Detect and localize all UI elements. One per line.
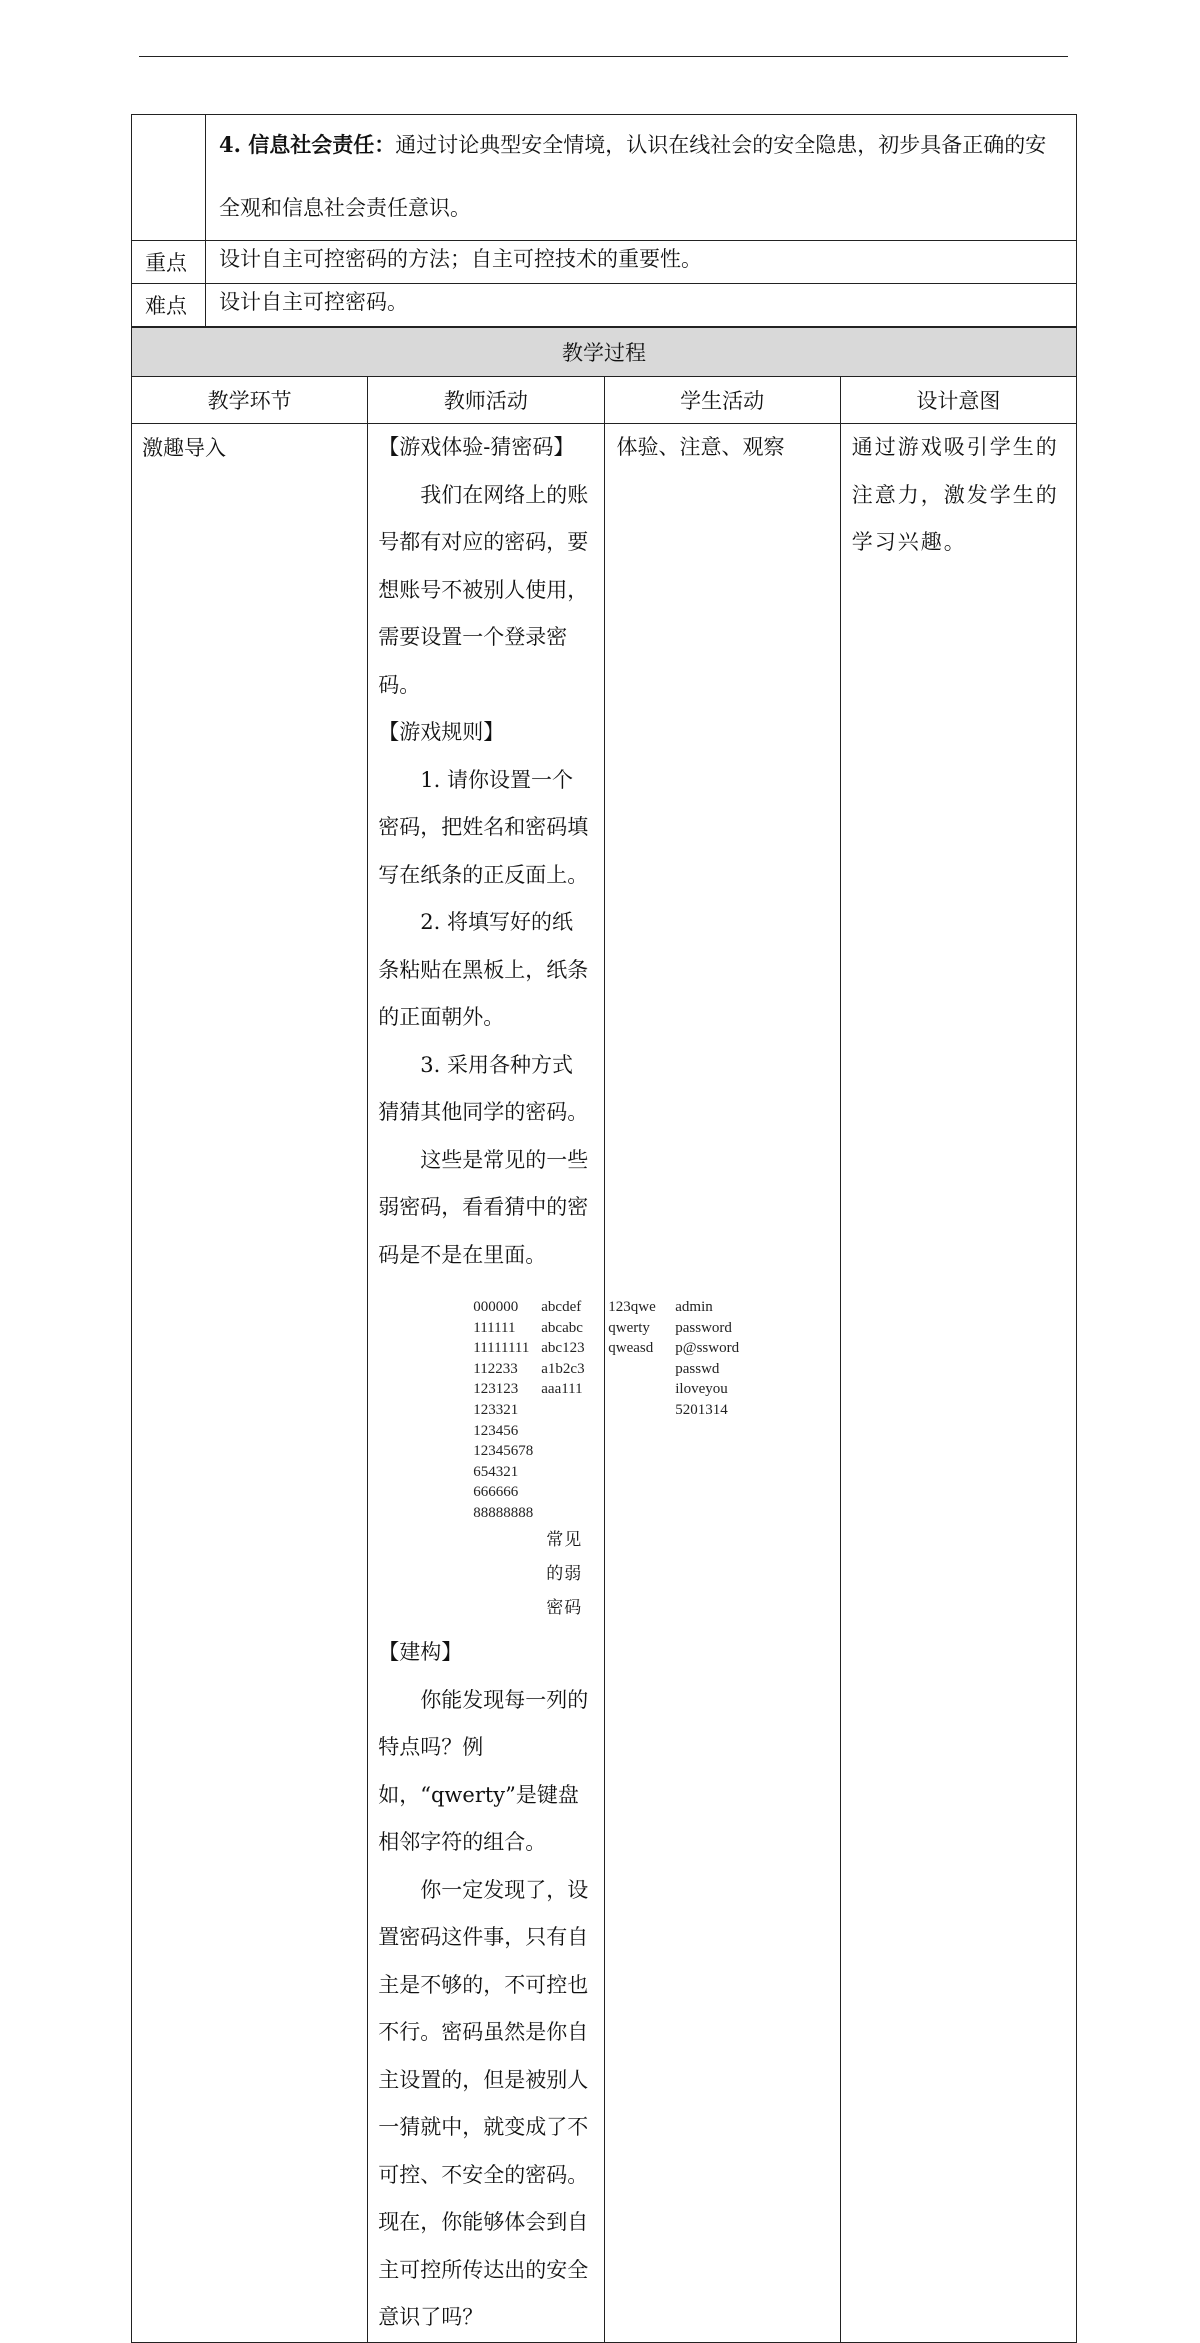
section-heading-rules: 【游戏规则】 [378, 720, 505, 744]
password-column-2 [541, 1297, 584, 1400]
weak-password-item: 11111111 [473, 1340, 530, 1357]
objective-item-label: 4. 信息社会责任： [219, 132, 396, 157]
weak-password-item: passwd [675, 1360, 720, 1377]
design-intent: 通过游戏吸引学生的注意力，激发学生的学习兴趣。 [851, 435, 1059, 554]
teaching-process-table [131, 327, 1077, 2343]
header-intent: 设计意图 [840, 377, 1076, 424]
figure-caption: 常见的弱密码 [546, 1530, 583, 1618]
teacher-paragraph: 我们在网络上的账号都有对应的密码，要想账号不被别人使用，需要设置一个登录密码。 [378, 482, 589, 697]
key-point-label: 重点 [145, 251, 187, 275]
teacher-paragraph: 你一定发现了，设置密码这件事，只有自主是不够的，不可控也不行。密码虽然是你自主设置的，但是被别人一猜就中，就变成了不可控、不安全的密码。现在，你能够体会到自主可控所传达出的安全意识了吗？ [378, 1877, 589, 2329]
weak-password-item: p@ssword [675, 1340, 740, 1357]
weak-password-item: qweasd [608, 1340, 654, 1357]
weak-password-item: password [675, 1319, 732, 1336]
weak-password-item: 5201314 [675, 1401, 728, 1418]
weak-password-item: 88888888 [473, 1504, 534, 1521]
header-teacher: 教师活动 [368, 377, 604, 424]
difficulty-label: 难点 [145, 294, 187, 318]
weak-password-item: 123qwe [608, 1299, 656, 1315]
weak-password-item: 12345678 [473, 1443, 534, 1460]
objectives-blank-cell [132, 115, 206, 241]
rule-item-2: 2. 将填写好的纸条粘贴在黑板上，纸条的正面朝外。 [378, 910, 589, 1029]
weak-password-figure [473, 1297, 740, 1523]
weak-password-item: aaa111 [541, 1381, 583, 1398]
weak-password-item: 123321 [473, 1401, 519, 1418]
rule-item-1: 1. 请你设置一个密码，把姓名和密码填写在纸条的正反面上。 [378, 767, 589, 887]
stage-name: 激趣导入 [142, 436, 226, 460]
weak-password-item: 666666 [473, 1484, 519, 1501]
weak-password-item: 123123 [473, 1381, 519, 1398]
teacher-paragraph: 这些是常见的一些弱密码，看看猜中的密码是不是在里面。 [378, 1147, 589, 1267]
key-point-text: 设计自主可控密码的方法；自主可控技术的重要性。 [219, 247, 702, 271]
weak-password-item: iloveyou [675, 1381, 728, 1398]
weak-password-item: 123456 [473, 1422, 519, 1439]
process-title: 教学过程 [132, 328, 1077, 377]
objective-item-text: 通过讨论典型安全情境，认识在线社会的安全隐患，初步具备正确的安全观和信息社会责任意识。 [219, 133, 1047, 220]
weak-password-item: a1b2c3 [541, 1360, 585, 1377]
student-activity: 体验、注意、观察 [616, 435, 785, 459]
weak-password-item: abc123 [541, 1340, 585, 1357]
weak-password-item: qwerty [608, 1319, 650, 1336]
weak-password-item: 654321 [473, 1463, 519, 1480]
teacher-paragraph: 你能发现每一列的特点吗？例如，“qwerty”是键盘相邻字符的组合。 [378, 1687, 589, 1854]
objectives-table [131, 114, 1077, 327]
header-rule [139, 56, 1068, 57]
password-column-4 [675, 1297, 739, 1421]
weak-password-item: 000000 [473, 1299, 519, 1315]
password-column-3 [608, 1297, 656, 1359]
weak-password-item: admin [675, 1299, 713, 1315]
header-stage: 教学环节 [132, 377, 368, 424]
weak-password-item: 112233 [473, 1360, 518, 1377]
section-heading-game: 【游戏体验-猜密码】 [378, 435, 575, 459]
weak-password-item: abcabc [541, 1319, 583, 1336]
header-student: 学生活动 [604, 377, 840, 424]
difficulty-text: 设计自主可控密码。 [219, 290, 408, 314]
weak-password-item: abcdef [541, 1299, 582, 1315]
rule-item-3: 3. 采用各种方式猜猜其他同学的密码。 [378, 1052, 589, 1124]
weak-password-item: 111111 [473, 1319, 516, 1336]
section-heading-construct: 【建构】 [378, 1640, 463, 1664]
password-column-1 [473, 1297, 533, 1524]
objective-item-4 [206, 115, 1077, 241]
